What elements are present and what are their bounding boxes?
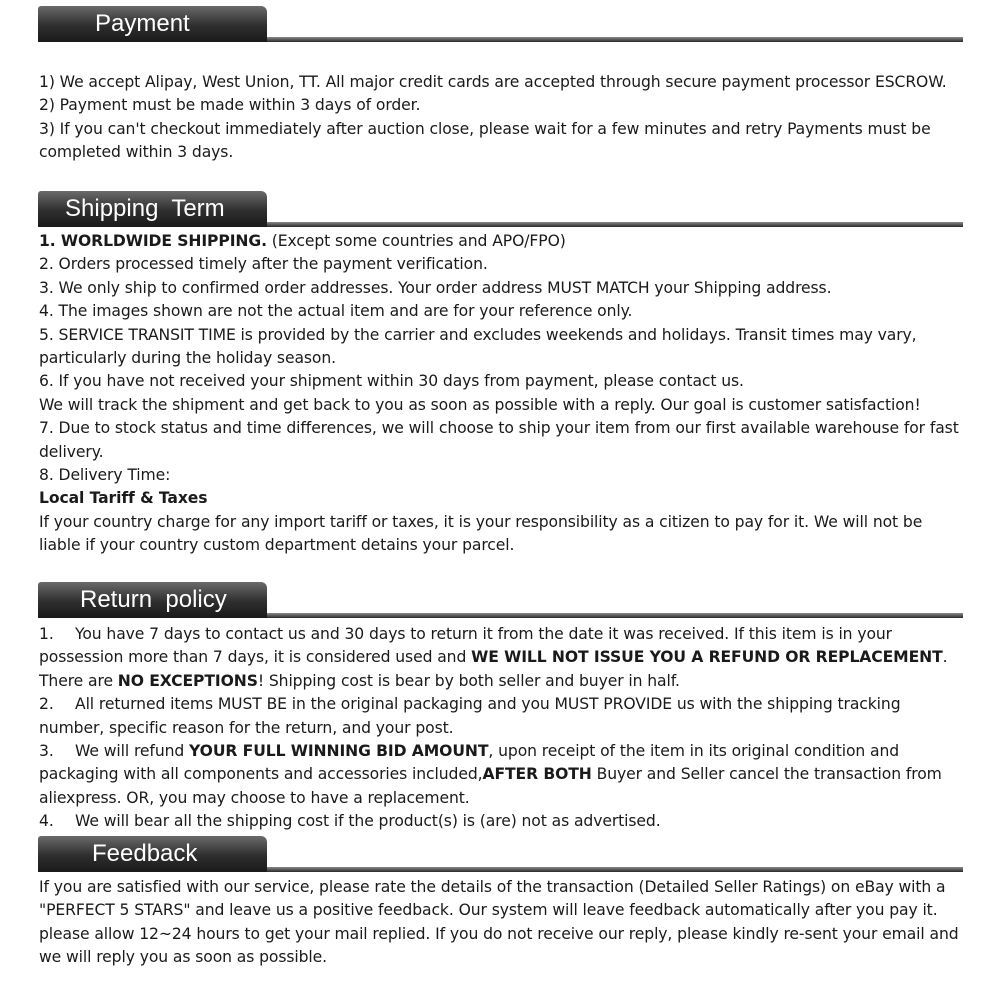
tariff-heading: Local Tariff & Taxes (39, 489, 208, 508)
payment-item: 3) If you can't checkout immediately after auction close, please wait for a few minutes and retry Payments must be completed within 3 days. (39, 119, 931, 162)
shipping-item: 5. SERVICE TRANSIT TIME is provided by the carrier and excludes weekends and holidays. Transit times may vary, particularly during the holiday season. (39, 325, 917, 368)
return-item-2 (39, 693, 961, 740)
return-bold-run: AFTER BOTH (482, 765, 592, 784)
feedback-section-header (38, 836, 963, 878)
return-text-run: All returned items MUST BE in the original packaging and you MUST PROVIDE us with the shipping tracking number, specific reason for the return, and your post. (39, 695, 901, 737)
payment-item: 2) Payment must be made within 3 days of order. (39, 96, 421, 115)
header-rule (267, 37, 963, 42)
shipping-item-1 (39, 230, 961, 253)
tariff-text: If your country charge for any import tariff or taxes, it is your responsibility as a citizen to pay for it. We will not be liable if your country custom department detains your parcel. (39, 512, 923, 555)
shipping-item-1-rest: (Except some countries and APO/FPO) (266, 232, 566, 250)
shipping-section-header (38, 191, 963, 233)
return-section-header (38, 582, 963, 624)
feedback-text (39, 876, 961, 970)
shipping-text (39, 230, 961, 558)
header-rule (267, 222, 963, 227)
payment-title: Payment (38, 6, 267, 42)
shipping-title: Shipping Term (38, 191, 267, 227)
payment-text (39, 71, 961, 165)
shipping-item: 3. We only ship to confirmed order addresses. Your order address MUST MATCH your Shipping address. (39, 278, 832, 297)
feedback-title: Feedback (38, 836, 267, 872)
shipping-item: 8. Delivery Time: (39, 466, 171, 485)
shipping-item: 4. The images shown are not the actual item and are for your reference only. (39, 302, 633, 321)
payment-section-header (38, 6, 963, 48)
return-item-number: 1. (39, 625, 54, 643)
shipping-item: 7. Due to stock status and time differences, we will choose to ship your item from our first available warehouse for fast delivery. (39, 419, 959, 461)
return-text-run: Buyer and Seller cancel the transaction from aliexpress. OR, you may choose to have a replacement. (39, 765, 942, 807)
return-title: Return policy (38, 582, 267, 618)
return-item-number: 2. (39, 695, 54, 714)
return-item-number: 3. (39, 742, 54, 761)
return-item-number: 4. (39, 812, 54, 831)
header-rule (267, 613, 963, 618)
shipping-item: 6. If you have not received your shipment within 30 days from payment, please contact us. (39, 372, 744, 391)
feedback-paragraph: please allow 12~24 hours to get your mail replied. If you do not receive our reply, please kindly re-sent your email and we will reply you as soon as possible. (39, 924, 959, 967)
return-text-run: ! Shipping cost is bear by both seller and buyer in half. (257, 671, 680, 690)
payment-item: 1) We accept Alipay, West Union, TT. All major credit cards are accepted through secure payment processor ESCROW. (39, 73, 947, 91)
shipping-item-1-bold: 1. WORLDWIDE SHIPPING. (39, 232, 267, 250)
return-text-run: . There are (39, 648, 948, 690)
return-bold-run: NO EXCEPTIONS (117, 671, 258, 690)
shipping-item: We will track the shipment and get back to you as soon as possible with a reply. Our goal is customer satisfaction! (39, 395, 921, 414)
header-rule (267, 867, 963, 872)
return-item-3 (39, 740, 961, 810)
return-bold-run: YOUR FULL WINNING BID AMOUNT (189, 742, 489, 761)
return-text (39, 623, 961, 834)
feedback-paragraph: If you are satisfied with our service, please rate the details of the transaction (Detailed Seller Ratings) on eBay with a "PERFECT 5 STARS" and leave us a positive feedback. Our system will leave feedback automatically after you pay it. (39, 878, 946, 920)
return-text-run: We will refund (75, 742, 190, 761)
return-text-run: We will bear all the shipping cost if the product(s) is (are) not as advertised. (75, 812, 661, 831)
return-item-4 (39, 810, 961, 833)
return-item-1 (39, 623, 961, 693)
return-text-run: , upon receipt of the item in its original condition and packaging with all components and accessories included, (39, 742, 900, 784)
shipping-item: 2. Orders processed timely after the payment verification. (39, 255, 488, 274)
return-text-run: You have 7 days to contact us and 30 days to return it from the date it was received. If this item is in your possession more than 7 days, it is considered used and (39, 625, 892, 667)
return-bold-run: WE WILL NOT ISSUE YOU A REFUND OR REPLACEMENT (471, 648, 943, 667)
